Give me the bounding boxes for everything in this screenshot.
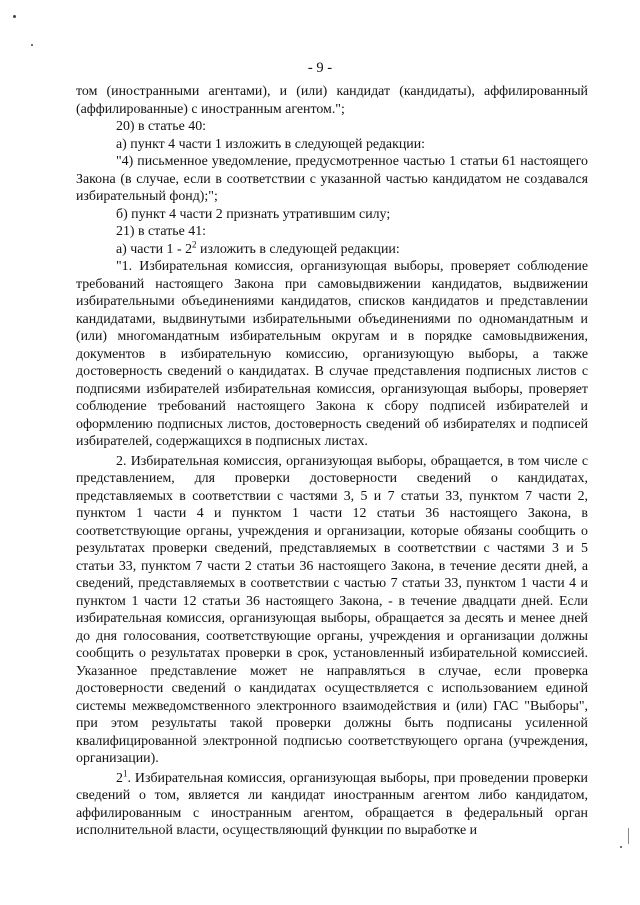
scan-speck-top-left	[13, 15, 16, 18]
paragraph-item-21: 21) в статье 41:	[116, 224, 207, 239]
document-body	[76, 83, 588, 840]
scan-speck-left	[31, 44, 33, 46]
text-segment: изложить в следующей редакции:	[196, 241, 400, 257]
paragraph-part-1: "1. Избирательная комиссия, организующая выборы, проверяет соблюдение требований настоящего Закона при самовыдвижении кандидатов, выдвижении избирательными объединениями кандидатов, списков кандидатов и представлении кандидатами, выдвинутыми избирательными объединениями по одномандатным и (или) многомандатным избирательным округам и в порядке самовыдвижения, документов в избирательную комиссию, организующую выборы, а также достоверность сведений о кандидатах. В случае представления подписных листов с подписями избирателей избирательная комиссия, организующая выборы, проверяет соблюдение требований настоящего Закона к сбору подписей избирателей и оформлению подписных листов, достоверность сведений об избирателях и подписей избирателей, содержащихся в подписных листах.	[76, 259, 588, 449]
text-segment: . Избирательная комиссия, организующая выборы, при проведении проверки сведений о том, является ли кандидат иностранным агентом либо кандидатом, аффилированным с иностранным агентом, обращается в федеральный орган исполнительной власти, осуществляющий функции по выработке и	[76, 770, 588, 838]
scan-edge-mark	[628, 828, 629, 844]
superscript: 1	[122, 767, 128, 778]
paragraph-item-20: 20) в статье 40:	[116, 119, 207, 134]
scan-speck-right	[620, 846, 622, 848]
paragraph-quote-point-4: "4) письменное уведомление, предусмотренное частью 1 статьи 61 настоящего Закона (в случае, если в соответствии с указанной частью кандидатом не создавался избирательный фонд);";	[76, 154, 588, 204]
paragraph-item-21a	[76, 238, 588, 259]
paragraph-continuation: том (иностранными агентами), и (или) кандидат (кандидаты), аффилированный (аффилированные) с иностранным агентом.";	[76, 84, 588, 117]
paragraph-part-2: 2. Избирательная комиссия, организующая выборы, обращается, в том числе с представлением, для проверки достоверности сведений о кандидатах, представляемых в соответствии с частями 3, 5 и 7 статьи 33, пунктом 7 части 2, пунктом 1 части 4 и пунктом 1 части 12 статьи 36 настоящего Закона, в соответствующие органы, учреждения и организации, которые обязаны сообщить о результатах проверки сведений, представляемых в соответствии с частями 3 и 5 статьи 33, пунктом 7 части 2 статьи 36 настоящего Закона, в течение десяти дней, а сведений, представляемых в соответствии с частью 7 статьи 33, пунктом 1 части 4 и пунктом 1 части 12 статьи 36 настоящего Закона, - в течение двадцати дней. Если избирательная комиссия, организующая выборы, обращается за десять и менее дней до дня голосования, соответствующие органы, учреждения и организации должны сообщить о результатах проверки в срок, установленный избирательной комиссией. Указанное представление может не направляться в случае, если проверка достоверности сведений о кандидатах осуществляется с использованием единой системы межведомственного электронного взаимодействия и (или) ГАС "Выборы", при этом результаты такой проверки должны быть подписаны усиленной квалифицированной электронной подписью соответствующего органа (учреждения, организации).	[76, 453, 588, 766]
page-number: - 9 -	[307, 60, 333, 76]
text-segment: 2	[116, 770, 123, 786]
superscript: 2	[192, 238, 197, 249]
text-segment: а) части 1 - 2	[116, 241, 193, 257]
paragraph-item-20b: б) пункт 4 части 2 признать утратившим силу;	[116, 206, 391, 222]
paragraph-item-20a: а) пункт 4 части 1 изложить в следующей редакции:	[116, 136, 426, 152]
paragraph-part-2-1	[76, 767, 588, 840]
